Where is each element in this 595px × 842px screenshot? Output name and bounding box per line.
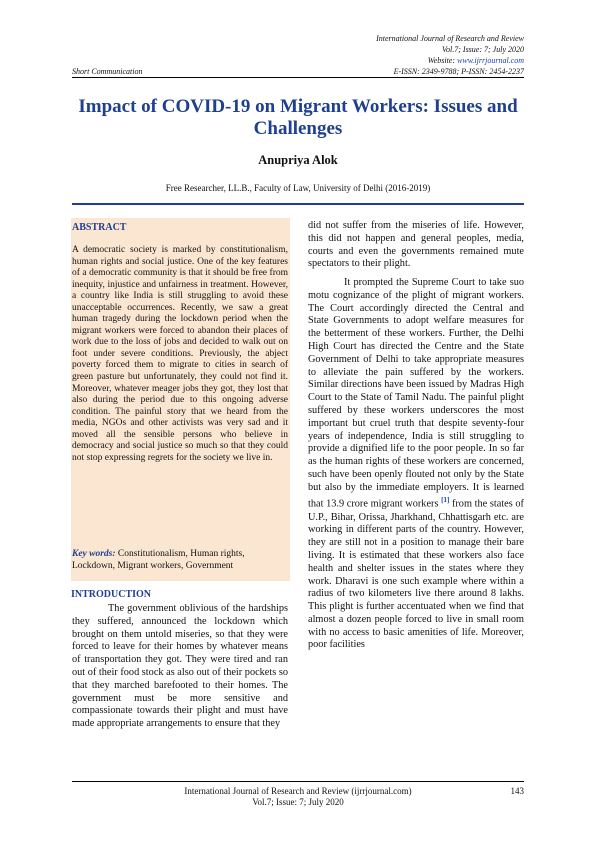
right-column — [308, 220, 524, 652]
journal-website — [428, 56, 524, 66]
right-paragraph-1: did not suffer from the miseries of life. However, this did not happen and general peoples, media, courts and even the governments remained mute spectators to their plight. — [308, 220, 524, 270]
journal-issn: E-ISSN: 2349-9788; P-ISSN: 2454-2237 — [393, 67, 524, 76]
introduction-paragraph: The government oblivious of the hardships they suffered, announced the lockdown which brought on them untold miseries, so that they were forced to leave for their homes by whatever means of transportation they got. They were tired and ran out of their food stock as also out of their pockets so that they marched barefooted to their homes. The government must be more sensitive and compassionate towards their plight and must have made appropriate arrangements to ensure that they — [72, 603, 288, 730]
header-divider — [72, 77, 524, 78]
page-number: 143 — [510, 786, 524, 796]
footer-journal: International Journal of Research and Review (ijrrjournal.com) — [184, 786, 412, 796]
paper-title: Impact of COVID-19 on Migrant Workers: Issues and Challenges — [78, 96, 518, 139]
right-paragraph-2-part-a: It prompted the Supreme Court to take suo motu cognizance of the plight of migrant workers. The Court accordingly directed the Central and State Governments to adopt welfare measures for the betterment of these workers. Further, the Delhi High Court has directed the Centre and the State Government of Delhi to take appropriate measures to alleviate the pain suffered by the workers. Similar directions have been issued by Madras High Court to the State of Tamil Nadu. The painful plight suffered by these workers underscores the most important but cruel truth that despite seventy-four years of independence, India is still struggling to provide a dignified life to the poor people. In so far as the human rights of these workers are concerned, such have been openly flouted not only by the State but also by the immediate employers. It is learned that 13.9 crore migrant workers — [308, 277, 524, 510]
journal-name: International Journal of Research and Review — [376, 34, 524, 43]
right-paragraph-2-part-b: from the states of U.P., Bihar, Orissa, Jharkhand, Chhattisgarh etc. are working in different parts of the country. However, they are still not in a position to manage their bare living. It is estimated that these workers also face health and shelter issues in the states where they work. Dharavi is one such example where within a radius of two kilometers live there around 8 lakhs. This plight is further accentuated when we find that almost a dozen people forced to live in small room with no access to basic amenities of life. Moreover, poor facilities — [308, 498, 524, 651]
author-name: Anupriya Alok — [258, 153, 338, 167]
journal-volume: Vol.7; Issue: 7; July 2020 — [442, 45, 524, 54]
abstract-text: A democratic society is marked by constitutionalism, human rights and social justice. One of the key features of a democratic community is that it should be free from inequity, injustice and unfairness in treatment. However, a country like India is still struggling to avoid these unacceptable occurrences. Recently, we saw a great human tragedy during the lockdown period when the migrant workers were forced to abandon their places of work due to the loss of jobs and decided to walk out on foot under severe conditions. Previously, the abject poverty forced them to migrate to cities in search of green pasture but unfortunately, they could not find it. Moreover, whatever meager jobs they got, they lost that also during the period due to this ongoing adverse condition. The painful story that we heard from the media, NGOs and other activists was very sad and it moved all the sensible persons who believe in democracy and social justice so much so that they could not stop expressing regrets for the society we live in. — [72, 245, 288, 463]
article-type: Short Communication — [72, 67, 143, 76]
keywords — [72, 549, 288, 572]
author-affiliation: Free Researcher, LL.B., Faculty of Law, University of Delhi (2016-2019) — [165, 183, 431, 193]
introduction-heading: INTRODUCTION — [71, 589, 152, 600]
keywords-label: Key words: — [72, 549, 116, 559]
citation-link[interactable]: [1] — [441, 496, 450, 505]
website-label: Website: — [427, 56, 458, 65]
footer-divider — [72, 781, 524, 782]
keywords-list: Constitutionalism, Human rights, Lockdown, Migrant workers, Government — [72, 549, 245, 571]
footer-text — [72, 786, 524, 808]
footer-volume: Vol.7; Issue: 7; July 2020 — [252, 797, 344, 807]
right-paragraph-2 — [308, 277, 524, 652]
website-link[interactable]: www.ijrrjournal.com — [457, 56, 524, 65]
introduction-body — [72, 603, 288, 731]
abstract-heading: ABSTRACT — [72, 222, 127, 233]
title-divider — [72, 203, 524, 205]
